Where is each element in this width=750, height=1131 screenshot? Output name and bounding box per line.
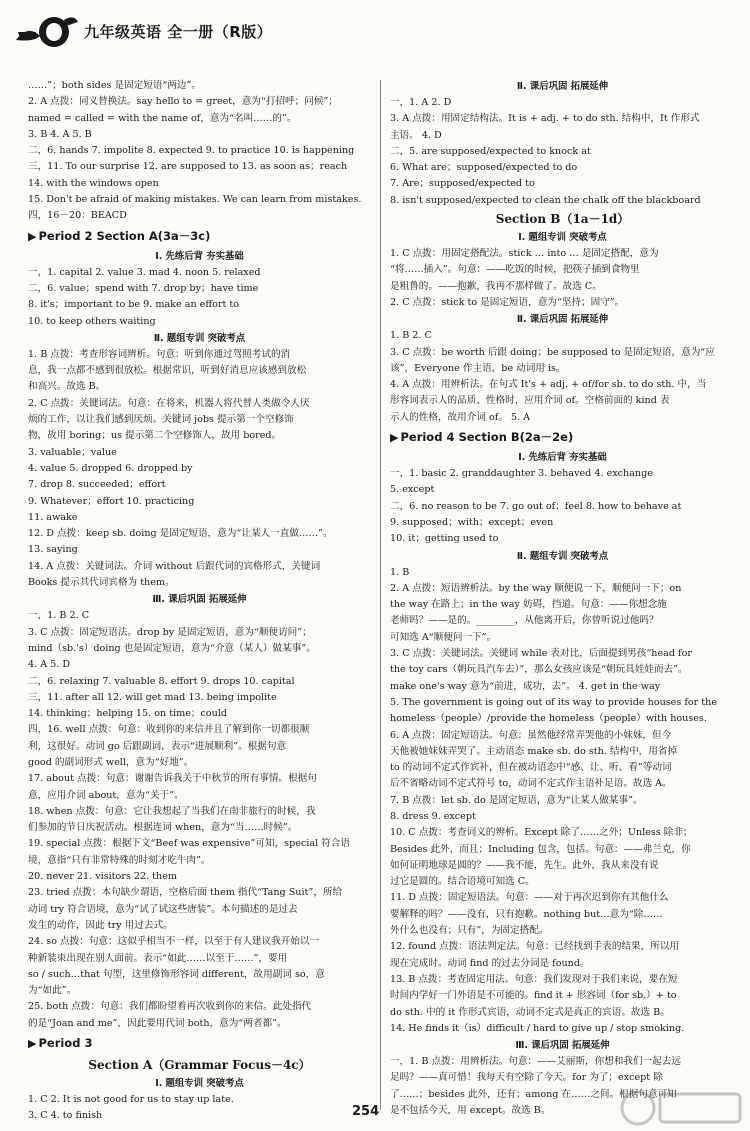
answer-line: Books 提示其代词宾格为 them。	[28, 577, 175, 589]
answer-line: 2. C 点拨：stick to 是固定短语，意为“坚持；固守”。	[390, 296, 625, 308]
answer-line: 8. isn't supposed/expected to clean the chalk off the blackboard	[390, 194, 701, 206]
answer-line: 20. never 21. visitors 22. them	[28, 871, 177, 883]
answer-line: 10. C 点拨：考查词义的辨析。Except 除了……之外；Unless 除非；	[390, 827, 693, 839]
answer-line: 15. Don't be afraid of making mistakes. We can learn from mistakes.	[28, 194, 362, 206]
section-heading: Section B（1a－1d）	[495, 212, 630, 227]
answer-line: 意，应用介词 about，意为“关于”。	[28, 789, 184, 801]
answer-line: ……”；both sides 是固定短语“两边”。	[28, 80, 202, 91]
answer-line: 一，1. B 点拨：用辨析法。句意：——艾丽斯，你想和我们一起去远	[390, 1056, 681, 1068]
answer-line: 2. C 点拨：关键词法。句意：在将来，机器人将代替人类做令人厌	[28, 397, 310, 409]
page-number: 254	[352, 1104, 380, 1119]
answer-line: 二，6. hands 7. impolite 8. expected 9. to practice 10. is happening	[28, 145, 355, 157]
answer-line: 一，1. A 2. D	[390, 97, 452, 108]
triangle-bullet-icon: ▶	[28, 229, 37, 243]
answer-line: 足吗？——真可惜！我每天有空除了今天。for 为了；except 除	[390, 1072, 663, 1084]
answer-line: 4. value 5. dropped 6. dropped by	[28, 462, 193, 474]
right-column	[390, 78, 735, 1119]
answer-line: 10. it；getting used to	[390, 533, 499, 545]
answer-line: 三，11. To our surprise 12. are supposed to 13. as soon as；reach	[28, 161, 348, 173]
answer-line: mind（sb.'s）doing 也是固定短语，意为“介意（某人）做某事”。	[28, 642, 316, 654]
subsection-heading: Ⅰ. 题组专训 突破考点	[518, 232, 607, 244]
column-divider	[380, 80, 381, 1110]
answer-line: 是不包括今天，用 except。故选 B。	[390, 1105, 551, 1117]
answer-line: 24. so 点拨：句意：这似乎相当不一样，以至于有人建议我开始以一	[28, 936, 320, 948]
answer-line: 3. B 4. A 5. B	[28, 128, 92, 140]
answer-line: “将……插入”。句意：——吃饭的时候，把筷子插到食物里	[390, 264, 640, 276]
answer-line: 3. valuable；value	[28, 446, 117, 458]
subsection-heading: Ⅱ. 课后巩固 拓展延伸	[516, 81, 609, 92]
answer-line: 一，1. capital 2. value 3. mad 4. noon 5. relaxed	[28, 266, 261, 278]
answer-line: 11. D 点拨：固定短语法。句意：——对于再次迟到你有其他什么	[390, 892, 669, 904]
answer-line: 19. special 点拨：根据下文“Beef was expensive”可知，special 符合语	[28, 838, 350, 850]
answer-line: 二，6. relaxing 7. valuable 8. effort 9. drops 10. capital	[28, 675, 295, 687]
answer-line: 是粗鲁的。——抱歉，我再不那样做了。故选 C。	[390, 280, 602, 292]
answer-line: 该”，Everyone 作主语，be 动词用 is。	[390, 362, 566, 374]
answer-line: 4. A 点拨：用辨析法。在句式 It's + adj. + of/for sb. to do sth. 中，当	[390, 379, 707, 391]
answer-line: 1. C 点拨：用固定搭配法。stick … into … 是固定搭配，意为	[390, 248, 659, 260]
answer-line: 过它是圆的。结合语境可知选 C。	[390, 876, 535, 888]
answer-line: 5. except	[390, 484, 435, 496]
answer-line: 14. thinking；helping 15. on time；could	[28, 708, 228, 720]
answer-line: make one's way 意为“前进，成功，去”。 4. get in the way	[390, 680, 661, 692]
answer-line: good 的副词形式 well，意为“好地”。	[28, 756, 194, 768]
answer-line: 和高兴。故选 B。	[28, 381, 106, 393]
answer-line: 动词 try 符合语境，意为“试了试这些唐装”。本句描述的是过去	[28, 903, 298, 915]
answer-line: homeless（people）/provide the homeless（people）with houses.	[390, 713, 707, 725]
answer-line: 5. The government is going out of its way to provide houses for the	[390, 696, 717, 708]
answer-line: 老师吗？——是的。________，从他离开后，你曾听说过他吗？	[390, 615, 659, 627]
period-heading-text: Period 4 Section B(2a－2e)	[400, 430, 574, 445]
answer-line: 种新装束出现在别人面前。表示“如此……以至于……”，要用	[28, 952, 288, 964]
answer-line: 3. A 点拨：用固定结构法。It is + adj. + to do sth. 结构中，It 作形式	[390, 113, 700, 125]
answer-line: 9. Whatever；effort 10. practicing	[28, 495, 195, 507]
section-heading: Section A（Grammar Focus－4c）	[88, 1058, 311, 1073]
answer-line: so / such…that 句型，这里修饰形容词 different，故用副词 so，意	[28, 968, 325, 980]
answer-line: 二，6. no reason to be 7. go out of；feel 8. how to behave at	[390, 500, 682, 512]
answer-line: 二，5. are supposed/expected to knock at	[390, 145, 591, 157]
answer-line: the way 在路上；in the way 妨碍，挡道。句意：——你想念施	[390, 599, 667, 611]
answer-line: 8. it's；important to be 9. make an effort to	[28, 299, 240, 311]
period-heading	[28, 226, 371, 247]
answer-line: 13. B 点拨：考查固定用法。句意：我们发现对于我们来说，要在短	[390, 973, 678, 985]
answer-line: 17. about 点拨：句意：谢谢告诉我关于中秋节的所有事情。根据句	[28, 773, 317, 785]
answer-line: 境，意指“只有非常特殊的时刻才吃牛肉”。	[28, 854, 211, 866]
answer-line: to 的动词不定式作宾补，但在被动语态中“感、让、听、看”等动词	[390, 762, 672, 774]
subsection-heading: Ⅱ. 课后巩固 拓展延伸	[516, 314, 609, 326]
answer-line: 时间内学好一门外语是不可能的。find it + 形容词（for sb.）+ to	[390, 990, 677, 1002]
answer-line: 3. C 4. to finish	[28, 1110, 103, 1122]
answer-line: 12. D 点拨：keep sb. doing 是固定短语，意为“让某人一直做……”。	[28, 528, 333, 540]
answer-line: 14. with the windows open	[28, 177, 159, 189]
answer-line: 如何证明地球是圆的？——我不能，先生。此外，我从来没有说	[390, 859, 659, 871]
answer-line: 后不省略动词不定式符号 to，动词不定式作主语补足语。故选 A。	[390, 778, 672, 790]
answer-line: 3. C 点拨：关键词法。关键词 while 表对比，后面提到男孩“head for	[390, 648, 692, 660]
answer-line: 25. both 点拨：句意：我们都盼望着再次收到你的来信。此处指代	[28, 1001, 312, 1013]
answer-line: 2. A 点拨：同义替换法。say hello to = greet，意为“打招呼；问候”；	[28, 96, 338, 108]
watermark-icon	[618, 1086, 746, 1130]
answer-line: 11. awake	[28, 511, 78, 523]
answer-line: Besides 此外，而且；Including 包含，包括。句意：——弗兰克，你	[390, 843, 691, 855]
answer-line: 2. A 点拨：短语辨析法。by the way 顺便说一下，顺便问一下；on	[390, 582, 682, 594]
answer-line: 二，6. value；spend with 7. drop by；have time	[28, 282, 259, 294]
subsection-heading: Ⅰ. 题组专训 突破考点	[155, 1078, 244, 1090]
answer-line: 要解释的吗？——没有，只有抱歉。nothing but…意为“除……	[390, 908, 663, 920]
answer-line: 7. drop 8. succeeded；effort	[28, 479, 166, 491]
answer-line: 6. What are；supposed/expected to do	[390, 162, 578, 174]
answer-line: 18. when 点拨：句意：它让我想起了当我们在南非旅行的时候，我	[28, 805, 316, 817]
subsection-heading: Ⅱ. 题组专训 突破考点	[516, 550, 609, 562]
triangle-bullet-icon: ▶	[28, 1037, 37, 1051]
answer-line: 们参加的节日庆祝活动。根据连词 when，意为“当……时候”。	[28, 822, 298, 834]
answer-line: 4. A 5. D	[28, 659, 71, 671]
answer-line: 7. Are；supposed/expected to	[390, 178, 535, 190]
answer-line: 利，这很好。动词 go 后跟副词，表示“进展顺利”。根据句意	[28, 740, 287, 752]
answer-line: 息，我一点都不感到很放松。根据常识，听到好消息应该感到放松	[28, 365, 307, 377]
answer-line: 一，1. B 2. C	[28, 610, 90, 622]
answer-line: 外什么也没有；只有”，为固定搭配。	[390, 925, 549, 937]
answer-line: 8. dress 9. except	[390, 810, 476, 822]
answer-line: 9. supposed；with；except；even	[390, 516, 554, 528]
answer-line: 了……；besides 此外，还有；among 在……之间。根据句意可知	[390, 1088, 677, 1100]
answer-line: 三，11. after all 12. will get mad 13. being impolite	[28, 691, 277, 703]
answer-line: 物，故用 boring；us 提示第二个空修饰人，故用 bored。	[28, 430, 282, 442]
period-heading	[390, 427, 735, 448]
subsection-heading: Ⅱ. 题组专训 突破考点	[153, 332, 246, 344]
subsection-heading: Ⅰ. 先练后背 夯实基础	[155, 250, 244, 262]
answer-line: 1. B 2. C	[390, 330, 432, 342]
answer-line: do sth. 中的 it 作形式宾语，动词不定式是真正的宾语。故选 B。	[390, 1006, 670, 1018]
answer-line: 1. C 2. It is not good for us to stay up late.	[28, 1094, 234, 1106]
answer-line: 现在完成时。动词 find 的过去分词是 found。	[390, 957, 590, 969]
answer-line: 示人的性格，故用介词 of。 5. A	[390, 411, 531, 423]
period-heading	[28, 1033, 371, 1054]
answer-line: 形容词表示人的品质、性格时，应用介词 of。空格前面的 kind 表	[390, 395, 670, 407]
period-heading-text: Period 2 Section A(3a－3c)	[38, 228, 211, 243]
answer-line: 7. B 点拨：let sb. do 是固定短语，意为“让某人做某事”。	[390, 794, 643, 806]
book-title: 九年级英语 全一册（R版）	[84, 23, 273, 41]
answer-line: 12. found 点拨：语法判定法。句意：已经找到手表的结果，所以用	[390, 941, 680, 953]
page-header	[14, 8, 374, 48]
answer-line: 1. B	[390, 566, 410, 578]
answer-line: 的是“Joan and me”，因此要用代词 both，意为“两者都”。	[28, 1017, 287, 1029]
answer-line: 一，1. basic 2. granddaughter 3. behaved 4. exchange	[390, 468, 653, 480]
answer-line: the toy cars（朝玩具汽车去）”，那么女孩应该是“朝玩具娃娃而去”。	[390, 664, 688, 676]
subsection-heading: Ⅰ. 先练后背 夯实基础	[518, 452, 607, 464]
answer-line: 1. B 点拨：考查形容词辨析。句意：听到你通过驾照考试的消	[28, 348, 291, 360]
answer-line: 可知选 A“顺便问一下”。	[390, 631, 497, 643]
answer-line: 烦的工作，以让我们感到厌烦。关键词 jobs 提示第一个空修饰	[28, 414, 294, 426]
answer-line: 四，16－20：BEACD	[28, 210, 127, 222]
answer-line: 10. to keep others waiting	[28, 315, 156, 327]
subsection-heading: Ⅲ. 课后巩固 拓展延伸	[515, 1040, 610, 1052]
answer-line: 14. A 点拨：关键词法。介词 without 后跟代词的宾格形式，关键词	[28, 560, 321, 572]
period-heading-text: Period 3	[38, 1036, 93, 1051]
answer-line: 23. tried 点拨：本句缺少谓语，空格后面 them 指代“Tang Suit”，所给	[28, 887, 343, 899]
answer-line: 天他被她妹妹弄哭了。主动语态 make sb. do sth. 结构中，用省掉	[390, 745, 678, 757]
answer-line: 6. A 点拨：固定短语法。句意：虽然他经常弄哭他的小妹妹，但今	[390, 729, 672, 741]
answer-line: named = called = with the name of，意为“名叫……的”。	[28, 112, 297, 124]
left-column	[28, 78, 371, 1125]
answer-line: 14. He finds it（is）difficult / hard to give up / stop smoking.	[390, 1022, 685, 1034]
answer-line: 为“如此”。	[28, 985, 77, 997]
book-logo-icon	[14, 10, 80, 48]
triangle-bullet-icon: ▶	[390, 431, 399, 445]
answer-line: 3. C 点拨：固定短语法。drop by 是固定短语，意为“顺便访问”；	[28, 626, 312, 638]
answer-line: 13. saying	[28, 544, 78, 556]
answer-line: 四，16. well 点拨：句意：收到你的来信并且了解到你一切都很顺	[28, 724, 310, 736]
answer-line: 发生的动作，因此 try 用过去式。	[28, 919, 173, 931]
answer-line: 3. C 点拨：be worth 后跟 doing；be supposed to 是固定短语，意为“应	[390, 346, 715, 358]
answer-line: 主语。 4. D	[390, 129, 442, 141]
subsection-heading: Ⅲ. 课后巩固 拓展延伸	[152, 594, 247, 606]
